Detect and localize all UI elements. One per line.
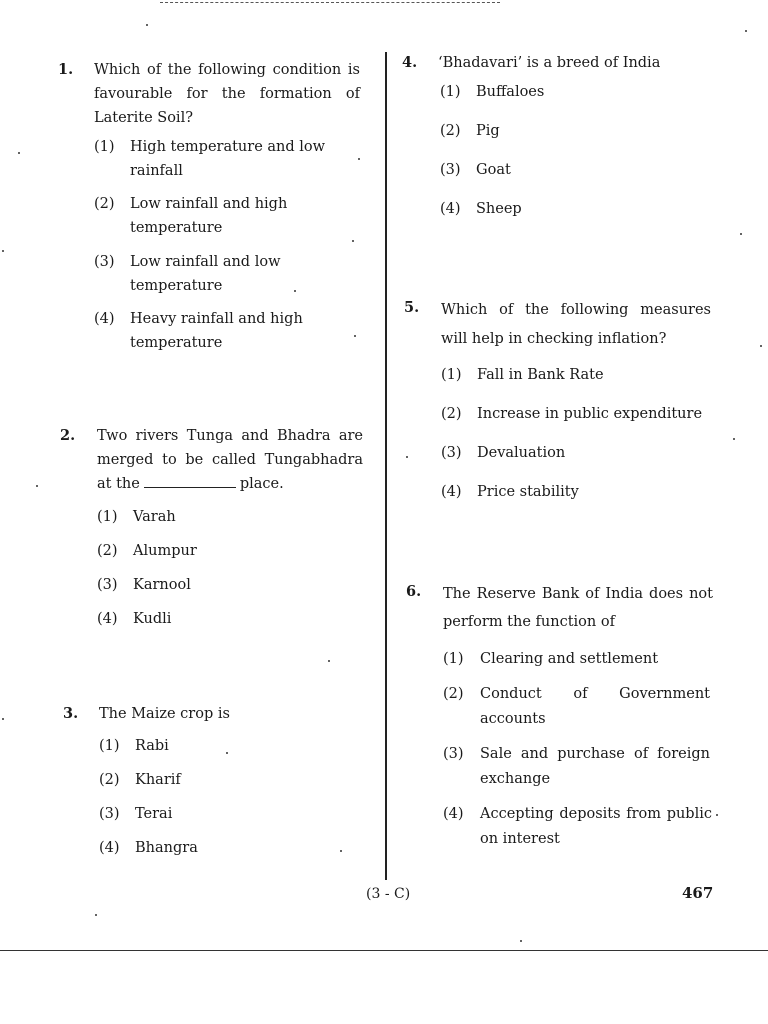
option-number: (1) [441,367,462,383]
option-2[interactable] [97,539,363,573]
option-text: Low rainfall and low temperature [130,254,281,294]
question-number: 3. [63,705,79,722]
option-number: (4) [443,806,464,822]
option-4[interactable] [94,307,360,364]
option-number: (2) [97,543,118,559]
option-text: Rabi [135,738,169,754]
option-text: High temperature and low rainfall [130,139,326,179]
option-number: (1) [97,509,118,525]
scan-speck [18,152,20,154]
option-2[interactable] [441,402,731,441]
question-text: The Reserve Bank of India does not perform the function of [443,586,713,630]
option-number: (4) [99,840,120,856]
option-4[interactable] [97,607,363,641]
option-4[interactable] [440,197,730,236]
option-text: Increase in public expenditure [477,406,703,422]
option-number: (2) [99,772,120,788]
option-1[interactable] [94,135,360,192]
option-3[interactable] [440,158,730,197]
option-4[interactable] [441,480,731,519]
top-rule [160,2,500,3]
option-4[interactable] [99,836,365,870]
option-number: (1) [443,651,464,667]
scan-speck [2,250,4,252]
option-number: (3) [94,254,115,270]
fill-in-blank [144,473,236,488]
option-number: (4) [441,484,462,500]
option-2[interactable] [440,119,730,158]
option-number: (1) [94,139,115,155]
option-1[interactable] [443,647,715,682]
option-text: Buffaloes [476,84,545,100]
option-number: (2) [443,686,464,702]
option-1[interactable] [440,80,730,119]
scan-speck [95,914,97,916]
question-text: The Maize crop is [99,706,230,722]
option-text: Terai [135,806,173,822]
option-number: (3) [99,806,120,822]
scan-speck [2,718,4,720]
question-text: Which of the following condition is favourable for the formation of Laterite Soil? [94,62,360,126]
option-3[interactable] [97,573,363,607]
option-text: Pig [476,123,500,139]
scan-speck [733,438,735,440]
question-number: 1. [58,61,74,78]
option-text: Low rainfall and high temperature [130,196,288,236]
option-text: Conduct of Government accounts [480,686,710,727]
scan-speck [520,940,522,942]
options-list [94,135,360,364]
option-text: Varah [133,509,176,525]
option-3[interactable] [443,742,715,802]
page-number: 467 [682,884,714,902]
scan-speck [716,814,718,816]
column-divider [385,52,387,880]
question-text: ‘Bhadavari’ is a breed of India [438,55,661,71]
options-list [99,734,365,870]
option-text: Karnool [133,577,191,593]
option-1[interactable] [97,505,363,539]
question-text-end: place. [239,476,284,492]
scan-speck [740,233,742,235]
question-text: Which of the following measures will help in checking inflation? [441,302,711,347]
option-text: Accepting deposits from public on interest [480,806,712,847]
option-number: (2) [94,196,115,212]
option-text: Heavy rainfall and high temperature [130,311,303,351]
scan-speck [328,660,330,662]
option-3[interactable] [94,250,360,307]
option-text: Sale and purchase of foreign exchange [480,746,710,787]
option-4[interactable] [443,802,715,857]
option-text: Sheep [476,201,522,217]
options-list [440,80,730,236]
options-list [97,505,363,641]
option-number: (2) [440,123,461,139]
option-number: (2) [441,406,462,422]
scan-speck [294,290,296,292]
question-number: 6. [406,583,422,600]
scan-speck [36,485,38,487]
option-text: Fall in Bank Rate [477,367,604,383]
option-number: (4) [440,201,461,217]
option-3[interactable] [441,441,731,480]
option-2[interactable] [99,768,365,802]
option-text: Price stability [477,484,579,500]
option-number: (4) [97,611,118,627]
scan-speck [226,752,228,754]
option-number: (4) [94,311,115,327]
scan-speck [745,30,747,32]
footer-code: (3 - C) [366,886,411,902]
scan-speck [352,240,354,242]
option-number: (3) [443,746,464,762]
question-number: 2. [60,427,76,444]
question-number: 5. [404,299,420,316]
option-number: (3) [97,577,118,593]
option-1[interactable] [441,363,731,402]
scan-speck [340,850,342,852]
options-list [441,363,731,519]
scan-speck [358,158,360,160]
option-2[interactable] [443,682,715,742]
options-list [443,647,715,857]
option-text: Bhangra [135,840,198,856]
option-text: Devaluation [477,445,566,461]
option-number: (1) [440,84,461,100]
option-1[interactable] [99,734,365,768]
option-text: Alumpur [133,543,197,559]
option-text: Goat [476,162,511,178]
option-text: Kudli [133,611,172,627]
option-number: (3) [440,162,461,178]
bottom-rule [0,950,768,951]
scan-speck [406,456,408,458]
scan-speck [354,335,356,337]
option-number: (3) [441,445,462,461]
option-2[interactable] [94,192,360,250]
option-3[interactable] [99,802,365,836]
question-number: 4. [402,54,418,71]
scan-speck [146,24,148,26]
option-text: Clearing and settlement [480,651,659,667]
option-number: (1) [99,738,120,754]
option-text: Kharif [135,772,181,788]
question-text-start: Two rivers Tunga and Bhadra are merged to be called Tungabhadra at the [97,428,363,492]
question-text [97,424,363,496]
scan-speck [760,345,762,347]
